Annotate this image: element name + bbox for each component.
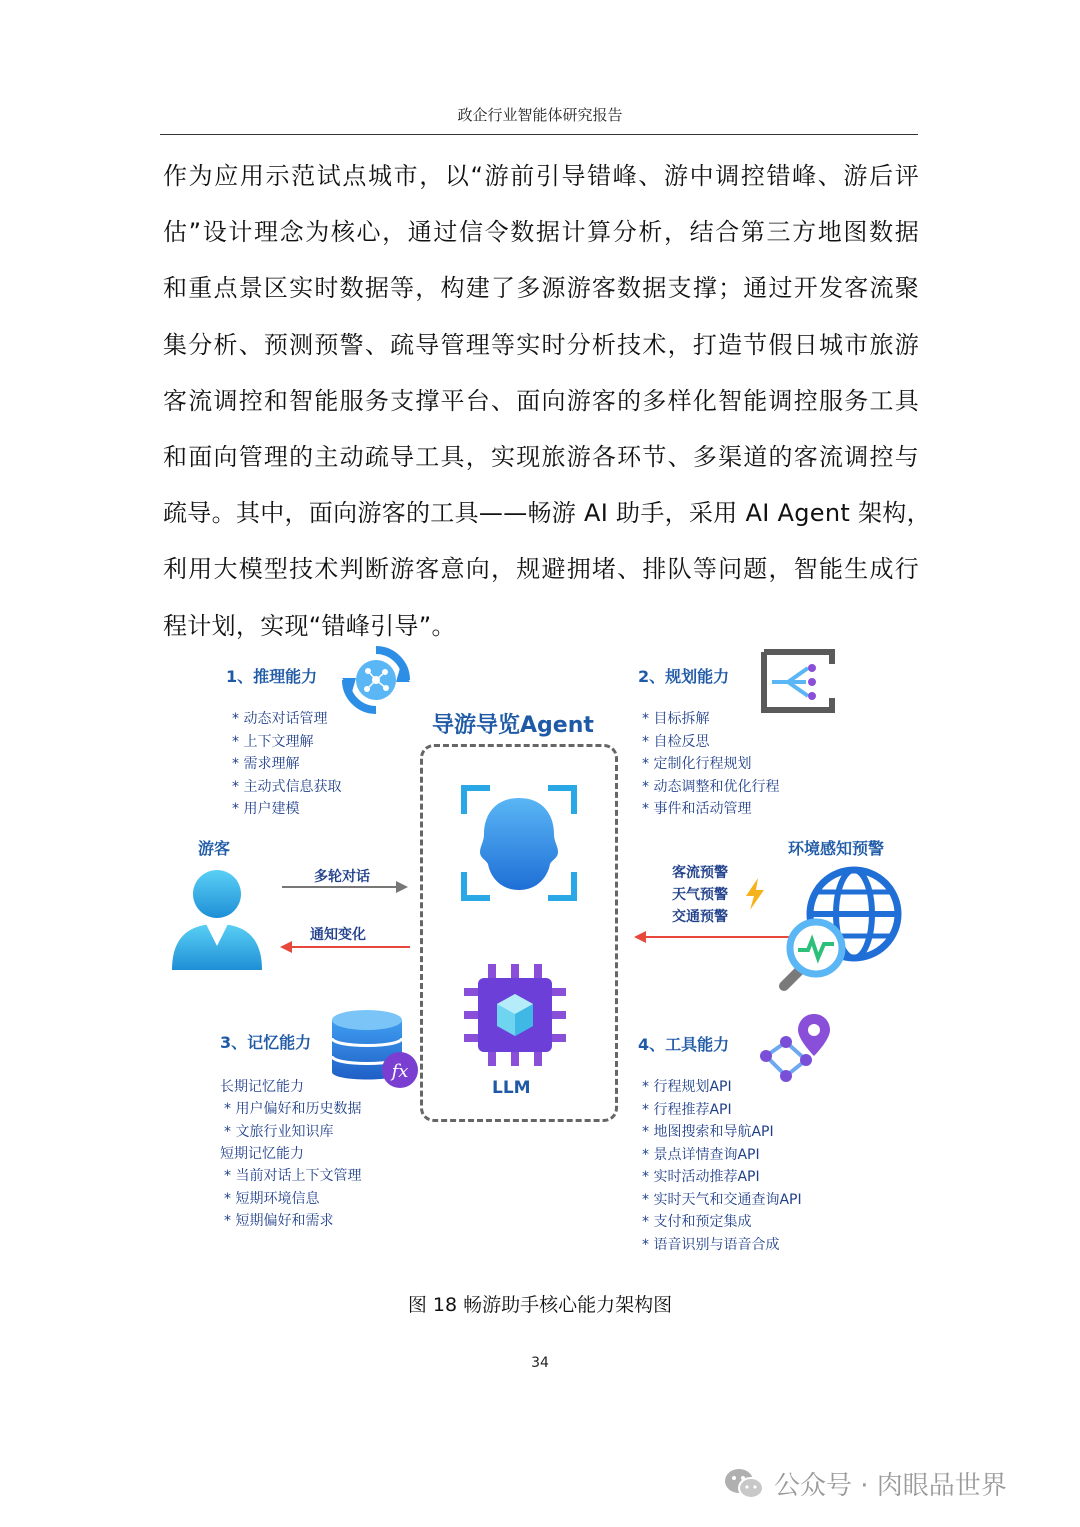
list-item: * 行程规划API — [642, 1076, 802, 1099]
planning-list — [642, 708, 779, 821]
body-line: 估”设计理念为核心，通过信令数据计算分析，结合第三方地图数据 — [163, 218, 919, 247]
list-item: * 支付和预定集成 — [642, 1211, 802, 1234]
list-item: * 自检反思 — [642, 731, 779, 754]
list-item: * 短期偏好和需求 — [224, 1210, 361, 1233]
list-item: * 实时活动推荐API — [642, 1166, 802, 1189]
list-item: * 行程推荐API — [642, 1099, 802, 1122]
body-line: 客流调控和智能服务支撑平台、面向游客的多样化智能调控服务工具 — [163, 386, 919, 415]
report-header-title: 政企行业智能体研究报告 — [457, 106, 623, 124]
list-item: * 地图搜索和导航API — [642, 1121, 802, 1144]
list-item: * 目标拆解 — [642, 708, 779, 731]
body-line: 作为应用示范试点城市，以“游前引导错峰、游中调控错峰、游后评 — [163, 162, 919, 190]
page-number: 34 — [531, 1355, 549, 1371]
short-memory-list — [224, 1165, 361, 1233]
planning-icon — [758, 646, 838, 716]
long-memory-label: 长期记忆能力 — [220, 1079, 304, 1095]
visitor-title: 游客 — [198, 839, 231, 858]
short-memory-label: 短期记忆能力 — [220, 1146, 304, 1162]
list-item: * 需求理解 — [232, 753, 341, 776]
reasoning-title: 1、推理能力 — [226, 667, 318, 686]
globe-search-icon — [776, 862, 906, 992]
llm-chip-icon — [460, 960, 570, 1070]
list-item: * 主动式信息获取 — [232, 776, 341, 799]
body-line: 和面向管理的主动疏导工具，实现旅游各环节、多渠道的客流调控与 — [163, 443, 919, 472]
agent-title: 导游导览Agent — [432, 713, 594, 738]
lightning-icon — [744, 878, 766, 910]
face-recognition-icon — [460, 784, 578, 902]
dialog-label: 多轮对话 — [314, 869, 370, 885]
long-memory-list — [224, 1098, 361, 1143]
list-item: * 动态调整和优化行程 — [642, 776, 779, 799]
list-item: * 动态对话管理 — [232, 708, 341, 731]
tools-title: 4、工具能力 — [638, 1035, 730, 1054]
body-line: 程计划，实现“错峰引导”。 — [163, 611, 456, 640]
list-item: * 短期环境信息 — [224, 1188, 361, 1211]
list-item: * 用户建模 — [232, 798, 341, 821]
list-item: * 用户偏好和历史数据 — [224, 1098, 361, 1121]
wechat-icon — [724, 1467, 764, 1501]
watermark-text: 公众号 · 肉眼品世界 — [774, 1471, 1007, 1501]
list-item: * 实时天气和交通查询API — [642, 1189, 802, 1212]
list-item: * 事件和活动管理 — [642, 798, 779, 821]
database-icon — [330, 1008, 420, 1090]
warning-item: 天气预警 — [672, 887, 728, 903]
watermark — [724, 1465, 1007, 1502]
body-line: 利用大模型技术判断游客意向，规避拥堵、排队等问题，智能生成行 — [163, 555, 919, 584]
memory-title: 3、记忆能力 — [220, 1033, 312, 1052]
body-line: 疏导。其中，面向游客的工具——畅游 AI 助手，采用 AI Agent 架构， — [163, 499, 931, 528]
reasoning-icon — [340, 644, 412, 716]
reasoning-list — [232, 708, 341, 821]
list-item: * 上下文理解 — [232, 731, 341, 754]
body-line: 和重点景区实时数据等，构建了多源游客数据支撑；通过开发客流聚 — [163, 274, 919, 303]
dialog-arrow-icon — [280, 880, 410, 894]
list-item: * 景点详情查询API — [642, 1144, 802, 1167]
body-line: 集分析、预测预警、疏导管理等实时分析技术，打造节假日城市旅游 — [163, 330, 919, 359]
list-item: * 当前对话上下文管理 — [224, 1165, 361, 1188]
planning-title: 2、规划能力 — [638, 667, 730, 686]
notify-arrow-icon — [278, 940, 412, 954]
architecture-diagram — [160, 640, 920, 1260]
list-item: * 文旅行业知识库 — [224, 1121, 361, 1144]
body-paragraph — [163, 148, 931, 654]
visitor-icon — [166, 866, 268, 972]
svg-text:fx: fx — [391, 1061, 409, 1082]
llm-label: LLM — [492, 1078, 531, 1098]
env-arrow-icon — [632, 930, 794, 944]
list-item: * 定制化行程规划 — [642, 753, 779, 776]
map-route-icon — [756, 1012, 836, 1086]
warning-item: 交通预警 — [672, 909, 728, 925]
env-title: 环境感知预警 — [788, 839, 885, 858]
list-item: * 语音识别与语音合成 — [642, 1234, 802, 1257]
warning-list — [672, 862, 728, 928]
notify-label: 通知变化 — [310, 927, 366, 943]
figure-caption: 图 18 畅游助手核心能力架构图 — [407, 1294, 673, 1316]
tools-list — [642, 1076, 802, 1256]
warning-item: 客流预警 — [672, 865, 728, 881]
header-divider — [160, 134, 918, 135]
